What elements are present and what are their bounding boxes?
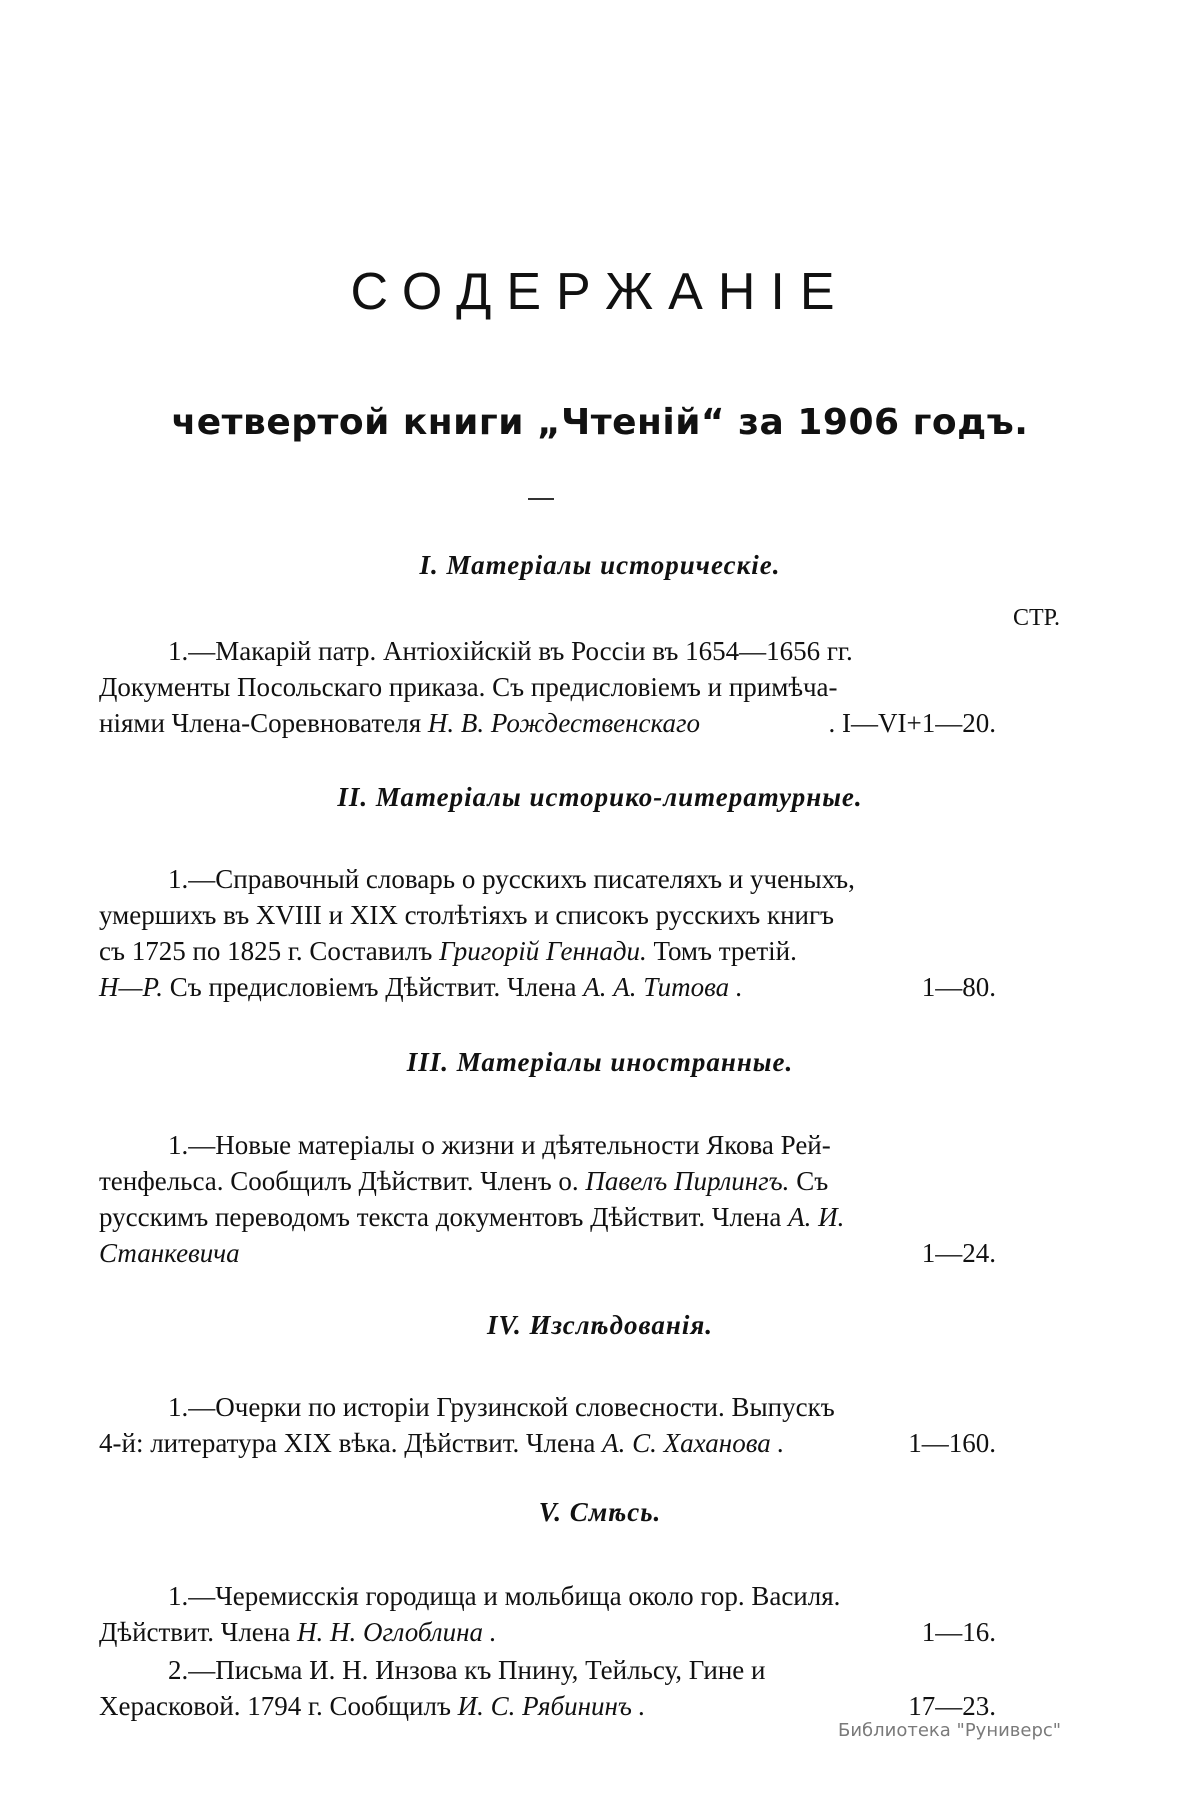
entry-text: Съ предисловіемъ Дѣйствит. Члена [169, 972, 577, 1002]
list-item [99, 1652, 996, 1724]
section-heading-3: III. Матеріалы иностранные. [406, 1047, 794, 1077]
entry-text: 1.—Очерки по исторіи Грузинской словесности. Выпускъ [168, 1392, 835, 1422]
divider [528, 498, 554, 500]
entry-text: 1.—Справочный словарь о русскихъ писателяхъ и ученыхъ, [168, 864, 855, 894]
list-item [99, 1578, 996, 1650]
list-item [99, 633, 996, 741]
page-title: СОДЕРЖАНІЕ [350, 263, 850, 321]
section-heading-4: IV. Изслѣдованія. [487, 1310, 713, 1340]
section-heading-2: II. Матеріалы историко-литературные. [337, 782, 863, 812]
list-item [99, 1127, 996, 1271]
entry-author: И. С. Рябининъ . [457, 1691, 646, 1721]
entry-pages: 1—80. [921, 972, 996, 1002]
entry-range: Н—Р. [99, 972, 164, 1002]
entry-compiler: Григорій Геннади. [439, 936, 647, 966]
entry-text: Документы Посольскаго приказа. Съ предисловіемъ и примѣча- [99, 672, 838, 702]
entry-text: Херасковой. 1794 г. Сообщилъ [99, 1691, 451, 1721]
entry-text: съ 1725 по 1825 г. Составилъ [99, 936, 433, 966]
entry-text: умершихъ въ XVIII и XIX столѣтіяхъ и списокъ русскихъ книгъ [99, 900, 834, 930]
entry-author: Станкевича [99, 1238, 240, 1268]
entry-author: А. И. [788, 1202, 845, 1232]
entry-text: 1.—Черемисскія городища и мольбища около гор. Василя. [168, 1581, 841, 1611]
entry-text: 1.—Новые матеріалы о жизни и дѣятельности Якова Рей- [168, 1130, 831, 1160]
entry-text: 2.—Письма И. Н. Инзова къ Пнину, Тейльсу, Гине и [168, 1655, 766, 1685]
entry-text: 1.—Макарій патр. Антіохійскій въ Россіи въ 1654—1656 гг. [168, 636, 853, 666]
page-subtitle: четвертой книги „Чтеній“ за 1906 годъ. [171, 402, 1029, 443]
section-heading-5: V. Смѣсь. [538, 1497, 662, 1527]
entry-pages: 1—16. [921, 1617, 996, 1647]
page-column-label: СТР. [1013, 605, 1061, 631]
entry-text: Томъ третій. [653, 936, 797, 966]
entry-text: тенфельса. Сообщилъ Дѣйствит. Членъ о. [99, 1166, 579, 1196]
entry-text: русскимъ переводомъ текста документовъ Дѣйствит. Члена [99, 1202, 782, 1232]
library-watermark: Библиотека "Руниверс" [838, 1720, 1062, 1741]
entry-contributor: Павелъ Пирлингъ. [585, 1166, 790, 1196]
entry-text: 4-й: литература XIX вѣка. Дѣйствит. Члена [99, 1428, 596, 1458]
entry-text: Съ [796, 1166, 829, 1196]
entry-pages: 1—160. [908, 1428, 996, 1458]
entry-author: Н. В. Рождественскаго [427, 708, 701, 738]
entry-author: А. С. Хаханова . [602, 1428, 785, 1458]
entry-pages: . I—VI+1—20. [828, 708, 996, 738]
entry-text: Дѣйствит. Члена [99, 1617, 291, 1647]
list-item [99, 1389, 996, 1461]
entry-text: ніями Члена-Соревнователя [99, 708, 422, 738]
entry-pages: 17—23. [908, 1691, 996, 1721]
entry-author: А. А. Титова . [583, 972, 743, 1002]
section-heading-1: I. Матеріалы историческіе. [419, 550, 781, 580]
list-item [99, 861, 996, 1005]
entry-pages: 1—24. [921, 1238, 996, 1268]
entry-author: Н. Н. Оглоблина . [296, 1617, 497, 1647]
